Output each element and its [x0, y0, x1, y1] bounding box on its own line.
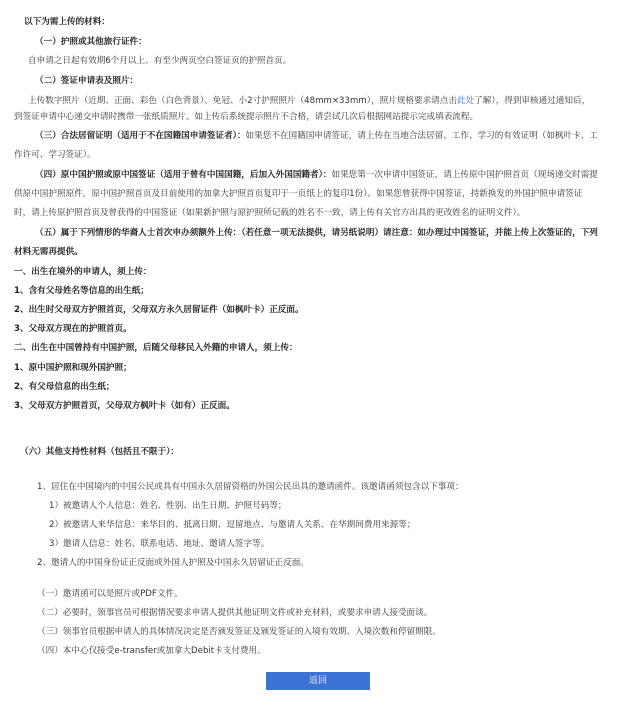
- return-button[interactable]: 返回: [266, 672, 370, 690]
- section-residence-body-1: 如果您不在国籍国申请签证，请上传在当地合法居留、工作、学习的有效证明（如枫叶卡、工: [245, 131, 598, 141]
- group-born-china-item-1: 1、原中国护照和现外国护照；: [14, 363, 132, 373]
- section-former-passport-body-1: 如果您第一次申请中国签证，请上传原中国护照首页（现场递交时需提: [331, 170, 598, 180]
- section-former-passport-body-2: 供原中国护照原件，原中国护照首页及目前使用的加拿大护照首页复印于一页纸上的复印1份）。如果您曾获得中国签证，持新换发的外国护照申请签证: [14, 189, 583, 199]
- group-born-abroad-item-1: 1、含有父母姓名等信息的出生纸；: [14, 286, 149, 296]
- section-former-passport-body-3: 时，请上传原护照首页及曾获得的中国签证（如果新护照与原护照所记载的姓名不一致，请上传有关官方出具的更改姓名的证明文件）。: [14, 208, 526, 218]
- supporting-sub-item-2: 2）被邀请人来华信息：来华目的、抵离日期、逗留地点、与邀请人关系、在华期间费用来源等；: [49, 520, 416, 530]
- page-heading: 以下为需上传的材料：: [24, 17, 110, 27]
- group-born-abroad-title: 一、出生在境外的申请人，须上传：: [14, 267, 152, 277]
- group-born-china-item-2: 2、有父母信息的出生纸；: [14, 382, 115, 392]
- section-supporting-title: （六）其他支持性材料（包括且不限于）：: [20, 447, 179, 457]
- photo-body-pre: 上传数字照片（近期、正面、彩色（白色背景）、免冠、小2寸护照照片（48mm×33mm），照片规格要求请点击: [28, 96, 457, 106]
- section-form-photo-body-2: 到签证申请中心递交申请时携带一张纸质照片。如上传后系统提示照片不合格，请尝试几次后根据网站提示完成填表流程。: [14, 112, 479, 122]
- section-residence-line-1: [35, 130, 598, 143]
- section-former-passport-title: （四）原中国护照或原中国签证（适用于曾有中国国籍，后加入外国国籍者）：: [35, 170, 332, 180]
- note-3: （三）领事官员根据申请人的具体情况决定是否颁发签证及颁发签证的入境有效期、入境次数和停留期限。: [37, 627, 441, 637]
- photo-body-post: 了解），得到审核通过通知后，: [474, 96, 591, 106]
- group-born-abroad-item-2: 2、出生时父母双方护照首页，父母双方永久居留证件（如枫叶卡）正反面。: [14, 305, 304, 315]
- note-1: （一）邀请函可以是照片或PDF文件。: [37, 589, 183, 599]
- supporting-item-2: 2、邀请人的中国身份证正反面或外国人护照及中国永久居留证正反面。: [37, 558, 309, 568]
- supporting-sub-item-1: 1）被邀请人个人信息：姓名、性别、出生日期、护照号码等；: [49, 501, 287, 511]
- section-residence-title: （三）合法居留证明（适用于不在国籍国申请签证者）：: [35, 131, 246, 141]
- group-born-china-item-3: 3、父母双方护照首页，父母双方枫叶卡（如有）正反面。: [14, 401, 235, 411]
- supporting-item-1: 1、居住在中国境内的中国公民或具有中国永久居留资格的外国公民出具的邀请函件。该邀请函须包含以下事项：: [37, 482, 464, 492]
- note-4: （四）本中心仅接受e-transfer或加拿大Debit卡支付费用。: [37, 646, 266, 656]
- section-residence-body-2: 作许可、学习签证）。: [14, 150, 96, 160]
- section-form-photo-title: （二）签证申请表及照片：: [35, 76, 139, 86]
- section-form-photo-body-1: [28, 95, 590, 108]
- section-overseas-chinese-title-2: 材料无需再提供。: [14, 247, 83, 257]
- photo-spec-link[interactable]: 此处: [456, 96, 475, 106]
- note-2: （二）必要时，领事官员可根据情况要求申请人提供其他证明文件或补充材料，或要求申请人接受面谈。: [37, 608, 433, 618]
- section-passport-body: 自申请之日起有效期6个月以上、有至少两页空白签证页的护照首页。: [28, 56, 292, 66]
- section-passport-title: （一）护照或其他旅行证件：: [35, 37, 147, 47]
- group-born-abroad-item-3: 3、父母双方现在的护照首页。: [14, 324, 132, 334]
- supporting-sub-item-3: 3）邀请人信息：姓名、联系电话、地址、邀请人签字等。: [49, 539, 270, 549]
- group-born-china-title: 二、出生在中国曾持有中国护照，后随父母移民入外籍的申请人，须上传：: [14, 343, 298, 353]
- section-overseas-chinese-title: （五）属于下列情形的华裔人士首次申办须额外上传：（若任意一项无法提供，请另纸说明）请注意：如办理过中国签证，并能上传上次签证的，下列: [35, 228, 598, 238]
- section-former-passport-line-1: [35, 169, 598, 182]
